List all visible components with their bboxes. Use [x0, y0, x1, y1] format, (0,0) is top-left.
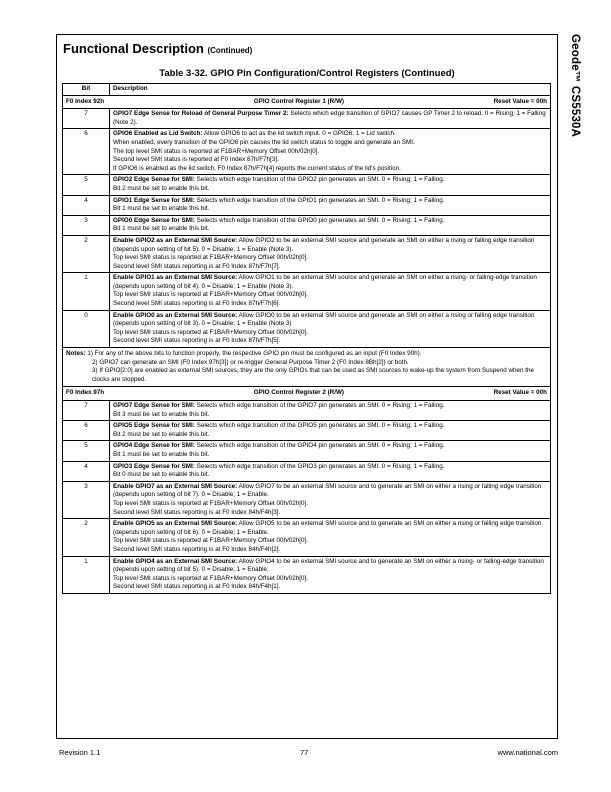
- bit-description-line: Allow GPIO1 to be an external SMI source and generate an SMI on either a rising- or falling-edge transition (depends upon setting of bit 4). 0 = Disable; 1 = Enable (Note 3).: [113, 274, 537, 290]
- register-2-body: [63, 387, 551, 593]
- register-bit-row: [63, 556, 551, 593]
- footer-page-number: 77: [300, 748, 309, 757]
- section-heading: [63, 41, 252, 56]
- bit-description-line: If GPIO6 is enabled as the lid switch, F0 Index 87h/F7h[4] reports the current status of the lid's position.: [113, 164, 401, 172]
- bit-description-line: Second level SMI status reporting is at F0 Index 84h/F4h[1].: [113, 583, 281, 591]
- bit-description-line: When enabled, every transition of the GPIO6 pin causes the lid switch status to toggle and generate an SMI.: [113, 138, 415, 146]
- notes-label: Notes:: [66, 350, 86, 358]
- bit-description-line: Bit 3 must be set to enable this bit.: [113, 410, 210, 418]
- note-3: 3) If GPIO[2:0] are enabled as external SMI sources, they are the only GPIOs that can be used as SMI sources to wake-up the system from Suspend when the clocks are stopped.: [92, 367, 535, 383]
- bit-description: [110, 273, 551, 310]
- bit-number: 6: [63, 129, 110, 175]
- bit-description-line: Allow GPIO4 to be an external SMI source and to generate an SMI on either a rising- or falling-edge transition (depends upon setting of bit 5). 0 = Disable; 1 = Enable.: [113, 557, 544, 574]
- notes-row: [63, 348, 551, 387]
- bit-number: 1: [63, 273, 110, 310]
- bit-description-line: Top level SMI status is reported at F1BAR+Memory Offset 00h/02h[0].: [113, 574, 309, 582]
- bit-description-line: Selects which edge transition of the GPIO0 pin generates an SMI. 0 = Rising; 1 = Falling.: [196, 216, 445, 224]
- bit-description: [110, 519, 551, 556]
- bit-description-line: Second level SMI status reporting is at F0 Index 87h/F7h[7].: [113, 262, 281, 270]
- table-title: Table 3-32. GPIO Pin Configuration/Control Registers (Continued): [159, 68, 455, 79]
- bit-number: 3: [63, 215, 110, 235]
- register-bit-row: [63, 175, 551, 195]
- register-bit-row: [63, 461, 551, 481]
- register-2-header-row: [63, 387, 551, 401]
- bit-field-title: GPIO6 Enabled as Lid Switch:: [113, 130, 203, 138]
- bit-description-line: Top level SMI status is reported at F1BAR+Memory Offset 00h/02h[0].: [113, 499, 309, 507]
- register-1-index: F0 Index 92h: [66, 97, 105, 105]
- bit-description-line: The top level SMI status is reported at F1BAR+Memory Offset 00h/02h[0].: [113, 147, 320, 155]
- register-2-name: GPIO Control Register 2 (R/W): [253, 389, 345, 397]
- bit-description-line: Second level SMI status is reported at F0 Index 87h/F7h[3].: [113, 156, 279, 164]
- bit-description-line: Second level SMI status reporting is at F0 Index 84h/F4h[3].: [113, 508, 281, 516]
- register-1-body: [63, 95, 551, 347]
- bit-column-header: Bit: [63, 84, 110, 96]
- bit-description-line: Top level SMI status is reported at F1BAR+Memory Offset 00h/02h[0].: [113, 291, 309, 299]
- bit-field-title: Enable GPIO7 as an External SMI Source:: [113, 482, 238, 490]
- note-1: 1) For any of the above bits to function properly, the respective GPIO pin must be configured as an input (F0 Index 90h).: [87, 350, 422, 358]
- bit-field-title: GPIO7 Edge Sense for SMI:: [113, 402, 195, 409]
- bit-number: 7: [63, 109, 110, 129]
- bit-description: [110, 481, 551, 518]
- register-bit-row: [63, 519, 551, 556]
- bit-description-line: Bit 2 must be set to enable this bit.: [113, 430, 210, 438]
- bit-field-title: GPIO5 Edge Sense for SMI:: [113, 422, 195, 430]
- bit-field-title: Enable GPIO1 as an External SMI Source:: [113, 274, 238, 282]
- bit-field-title: GPIO2 Edge Sense for SMI:: [113, 176, 195, 184]
- bit-description-line: Second level SMI status reporting is at F0 Index 87h/F7h[6].: [113, 300, 281, 308]
- register-bit-row: [63, 481, 551, 518]
- bit-description: [110, 129, 551, 175]
- register-1-reset: Reset Value = 00h: [493, 97, 547, 105]
- bit-description-line: Allow GPIO6 to act as the lid switch input. 0 = GPIO6; 1 = Lid switch.: [203, 130, 396, 138]
- bit-number: 7: [63, 401, 110, 421]
- register-1-header-row: [63, 95, 551, 109]
- bit-description-line: Allow GPIO2 to be an external SMI source and generate an SMI on either a rising or falling edge transition (depends upon setting of bit 5). 0 = Disable; 1 = Enable (Note 3).: [113, 236, 535, 253]
- section-continued: (Continued): [207, 46, 253, 55]
- bit-description: [110, 441, 551, 461]
- bit-description-line: Selects which edge transition of GPIO7 causes GP Timer 2 to reload. 0 = Rising; 1 = Falling (Note 2).: [113, 110, 546, 126]
- bit-number: 5: [63, 441, 110, 461]
- bit-field-title: GPIO3 Edge Sense for SMI:: [113, 462, 195, 470]
- bit-description-line: Second level SMI status reporting is at F0 Index 84h/F4h[2].: [113, 545, 281, 553]
- bit-field-title: GPIO4 Edge Sense for SMI:: [113, 442, 195, 450]
- side-title-bar: [562, 34, 582, 184]
- bit-number: 4: [63, 195, 110, 215]
- bit-description-line: Allow GPIO0 to be an external SMI source and generate an SMI on either a rising or falling edge transition (depends upon setting of bit 3). 0 = Disable; 1 = Enable (Note 3): [113, 311, 535, 328]
- bit-field-title: GPIO7 Edge Sense for Reload of General Purpose Timer 2:: [113, 110, 289, 118]
- register-2-index: F0 Index 97h: [66, 389, 105, 397]
- bit-description-line: Bit 1 must be set to enable this bit.: [113, 450, 210, 458]
- register-bit-row: [63, 421, 551, 441]
- bit-number: 2: [63, 235, 110, 272]
- register-bit-row: [63, 129, 551, 175]
- bit-description-line: Second level SMI status reporting is at F0 Index 87h/F7h[5].: [113, 337, 281, 345]
- register-table: [62, 83, 551, 594]
- note-2: 2) GPIO7 can generate an SMI (F0 Index 97h[3]) or re-trigger General Purpose Timer 2 (F0 Index 8Bh[2]) or both.: [92, 358, 409, 366]
- bit-description: [110, 175, 551, 195]
- bit-description: [110, 556, 551, 593]
- bit-description-line: Selects which edge transition of the GPIO4 pin generates an SMI. 0 = Rising; 1 = Falling.: [196, 442, 445, 450]
- bit-description-line: Bit 2 must be set to enable this bit.: [113, 184, 210, 192]
- bit-description: [110, 109, 551, 129]
- bit-number: 6: [63, 421, 110, 441]
- bit-number: 2: [63, 519, 110, 556]
- bit-field-title: Enable GPIO2 as an External SMI Source:: [113, 236, 238, 244]
- bit-description: [110, 195, 551, 215]
- notes-body: [63, 348, 551, 387]
- footer-revision: Revision 1.1: [59, 748, 101, 757]
- bit-description-line: Top level SMI status is reported at F1BAR+Memory Offset 00h/02h[0].: [113, 328, 309, 336]
- bit-number: 3: [63, 481, 110, 518]
- bit-field-title: GPIO0 Edge Sense for SMI:: [113, 216, 195, 224]
- bit-number: 4: [63, 461, 110, 481]
- bit-description-line: Top level SMI status is reported at F1BAR+Memory Offset 00h/02h[0].: [113, 254, 309, 262]
- bit-description: [110, 421, 551, 441]
- footer-url: www.national.com: [497, 748, 558, 757]
- register-bit-row: [63, 215, 551, 235]
- register-bit-row: [63, 109, 551, 129]
- register-bit-row: [63, 235, 551, 272]
- bit-description-line: Selects which edge transition of the GPIO1 pin generates an SMI. 0 = Rising; 1 = Falling.: [196, 196, 445, 204]
- bit-description-line: Allow GPIO7 to be an external SMI source and to generate an SMI on either a rising or falling edge transition (depends upon setting of bit 7). 0 = Disable; 1 = Enable.: [113, 482, 542, 499]
- bit-description-line: Selects which edge transition of the GPIO3 pin generates an SMI. 0 = Rising; 1 = Falling.: [196, 462, 445, 470]
- bit-number: 0: [63, 310, 110, 347]
- register-bit-row: [63, 441, 551, 461]
- description-column-header: Description: [110, 84, 551, 96]
- bit-field-title: GPIO1 Edge Sense for SMI:: [113, 196, 195, 204]
- register-bit-row: [63, 273, 551, 310]
- bit-description: [110, 310, 551, 347]
- side-title: Geode™ CS5530A: [569, 34, 581, 138]
- register-1-name: GPIO Control Register 1 (R/W): [253, 97, 345, 105]
- register-bit-row: [63, 401, 551, 421]
- table-header-row: [63, 84, 551, 96]
- register-2-reset: Reset Value = 00h: [493, 389, 547, 397]
- bit-field-title: Enable GPIO5 as an External SMI Source:: [113, 520, 238, 528]
- bit-description-line: Selects which edge transition of the GPIO2 pin generates an SMI. 0 = Rising; 1 = Falling.: [196, 176, 445, 184]
- bit-description-line: Bit 0 must be set to enable this bit.: [113, 471, 210, 479]
- bit-description-line: Top level SMI status is reported at F1BAR+Memory Offset 00h/02h[0].: [113, 537, 309, 545]
- bit-number: 1: [63, 556, 110, 593]
- bit-description-line: Bit 1 must be set to enable this bit.: [113, 225, 210, 233]
- bit-description: [110, 461, 551, 481]
- bit-description-line: Selects which edge transition of the GPIO5 pin generates an SMI. 0 = Rising; 1 = Falling.: [196, 422, 445, 430]
- bit-number: 5: [63, 175, 110, 195]
- bit-description: [110, 235, 551, 272]
- bit-field-title: Enable GPIO0 as an External SMI Source:: [113, 311, 238, 319]
- register-bit-row: [63, 195, 551, 215]
- bit-description-line: Selects which edge transition of the GPIO7 pin generates an SMI. 0 = Rising; 1 = Falling.: [196, 402, 445, 409]
- bit-description: [110, 215, 551, 235]
- section-title: Functional Description: [63, 41, 204, 56]
- register-bit-row: [63, 310, 551, 347]
- bit-description-line: Allow GPIO5 to be an external SMI source and to generate an SMI on either a rising or falling edge transition (depends upon setting of bit 6). 0 = Disable; 1 = Enable.: [113, 520, 542, 536]
- bit-description-line: Bit 1 must be set to enable this bit.: [113, 205, 210, 213]
- bit-description: [110, 401, 551, 421]
- bit-field-title: Enable GPIO4 as an External SMI Source:: [113, 557, 238, 565]
